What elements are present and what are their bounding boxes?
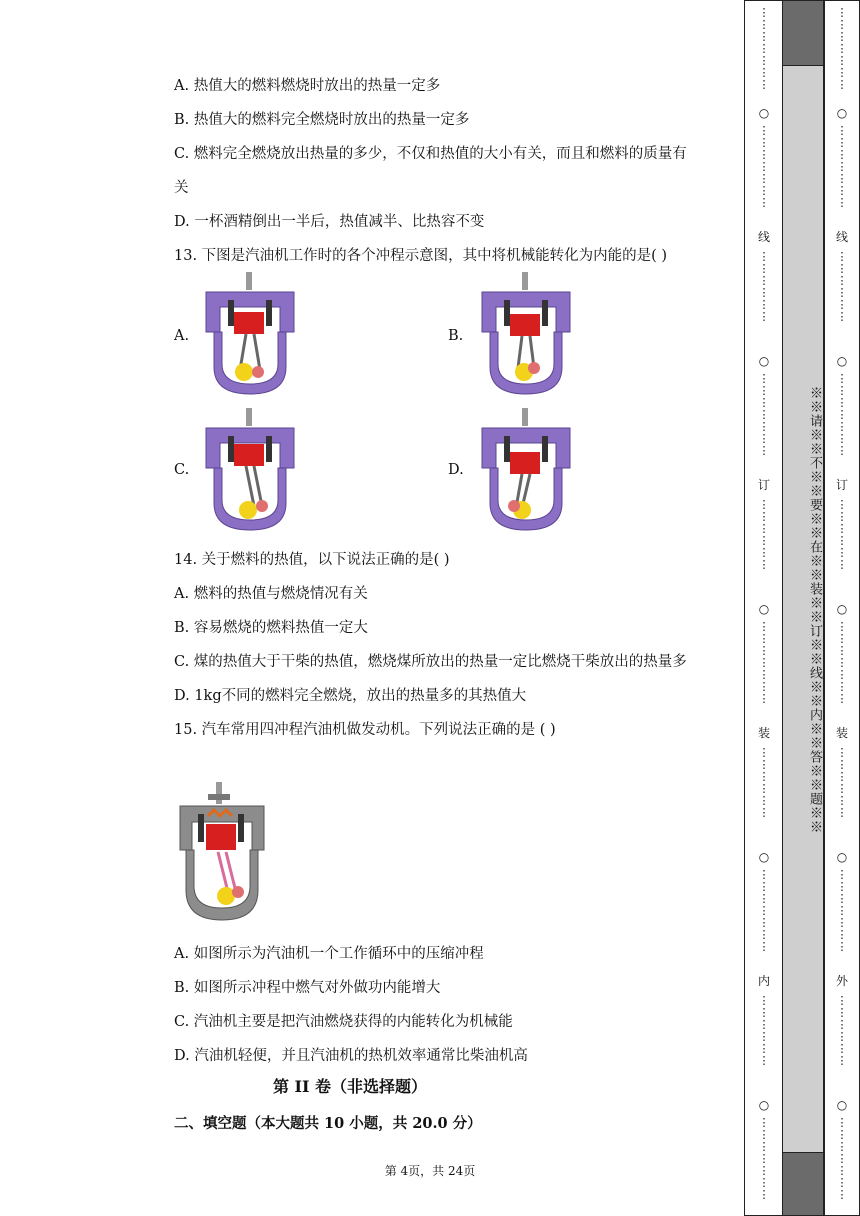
binding-char-line: 线	[757, 230, 770, 244]
binding-circle: ○	[758, 106, 770, 120]
binding-char-bind: 装	[757, 726, 770, 740]
q13-label-c: C.	[174, 462, 190, 478]
q14-option-b: B. 容易燃烧的燃料热值一定大	[174, 620, 368, 636]
q12-option-c-cont: 关	[174, 180, 189, 196]
q13-stem: 13. 下图是汽油机工作时的各个冲程示意图，其中将机械能转化为内能的是( )	[174, 248, 668, 264]
section-title: 第 II 卷（非选择题）	[272, 1077, 428, 1096]
binding-char-order: 订	[757, 478, 770, 492]
binding-inner-column: ⋮ ⋮ ⋮ ⋮ ⋮ ⋮ ⋮ ○ ⋮ ⋮ ⋮ ⋮ ⋮ ⋮ ⋮ 线 ⋮ ⋮ ⋮ ⋮ ⋮ ⋮ ○ ⋮ ⋮ ⋮ ⋮ ⋮ ⋮ ⋮ 订 ⋮ ⋮ ⋮ ⋮ ⋮ ⋮ ○ ⋮ ⋮ ⋮ ⋮ ⋮ ⋮ ⋮ 装 ⋮ ⋮ ⋮ ⋮ ⋮ ⋮ ○ ⋮ ⋮ ⋮ ⋮ ⋮ ⋮ ⋮ 内 ⋮ ⋮ ⋮ ⋮ ⋮ ⋮ ○ ⋮ ⋮ ⋮ ⋮ ⋮ ⋮ ⋮	[744, 0, 784, 1216]
q12-option-c: C. 燃料完全燃烧放出热量的多少，不仅和热值的大小有关，而且和燃料的质量有	[174, 146, 687, 162]
q13-label-a: A.	[174, 328, 190, 344]
q14-option-a: A. 燃料的热值与燃烧情况有关	[174, 586, 368, 602]
binding-circle: ○	[836, 354, 848, 368]
binding-circle: ○	[836, 1098, 848, 1112]
q14-option-c: C. 煤的热值大于干柴的热值，燃烧煤所放出的热量一定比燃烧干柴放出的热量多	[174, 654, 687, 670]
binding-char-bind: 装	[835, 726, 848, 740]
q15-option-b: B. 如图所示冲程中燃气对外做功内能增大	[174, 980, 441, 996]
q15-option-d: D. 汽油机轻便，并且汽油机的热机效率通常比柴油机高	[174, 1048, 528, 1064]
q13-label-b: B.	[448, 328, 464, 344]
engine-diagram-b	[476, 272, 576, 402]
engine-diagram-d	[476, 408, 576, 538]
q13-label-d: D.	[448, 462, 464, 478]
binding-dark-block-bottom	[782, 1152, 824, 1216]
q12-option-b: B. 热值大的燃料完全燃烧时放出的热量一定多	[174, 112, 470, 128]
binding-circle: ○	[758, 1098, 770, 1112]
section-subtitle: 二、填空题（本大题共 10 小题，共 20.0 分）	[174, 1115, 482, 1132]
binding-outer-column: ⋮ ⋮ ⋮ ⋮ ⋮ ⋮ ⋮ ○ ⋮ ⋮ ⋮ ⋮ ⋮ ⋮ ⋮ 线 ⋮ ⋮ ⋮ ⋮ ⋮ ⋮ ○ ⋮ ⋮ ⋮ ⋮ ⋮ ⋮ ⋮ 订 ⋮ ⋮ ⋮ ⋮ ⋮ ⋮ ○ ⋮ ⋮ ⋮ ⋮ ⋮ ⋮ ⋮ 装 ⋮ ⋮ ⋮ ⋮ ⋮ ⋮ ○ ⋮ ⋮ ⋮ ⋮ ⋮ ⋮ ⋮ 外 ⋮ ⋮ ⋮ ⋮ ⋮ ⋮ ○ ⋮ ⋮ ⋮ ⋮ ⋮ ⋮ ⋮	[824, 0, 860, 1216]
page-footer: 第 4页，共 24页	[384, 1164, 476, 1178]
binding-note: ※※请※※不※※要※※在※※装※※订※※线※※内※※答※※题※※	[807, 386, 822, 834]
engine-diagram-a	[200, 272, 300, 402]
q15-option-a: A. 如图所示为汽油机一个工作循环中的压缩冲程	[174, 946, 484, 962]
q15-stem: 15. 汽车常用四冲程汽油机做发动机。下列说法正确的是 ( )	[174, 722, 556, 738]
q12-option-d: D. 一杯酒精倒出一半后，热值减半、比热容不变	[174, 214, 485, 230]
binding-circle: ○	[836, 106, 848, 120]
binding-char-order: 订	[835, 478, 848, 492]
q14-stem: 14. 关于燃料的热值，以下说法正确的是( )	[174, 552, 450, 568]
binding-char-line: 线	[835, 230, 848, 244]
binding-dark-block-top	[782, 0, 824, 66]
q14-option-d: D. 1kg不同的燃料完全燃烧，放出的热量多的其热值大	[174, 688, 527, 704]
binding-circle: ○	[836, 850, 848, 864]
binding-circle: ○	[836, 602, 848, 616]
q15-option-c: C. 汽油机主要是把汽油燃烧获得的内能转化为机械能	[174, 1014, 513, 1030]
binding-circle: ○	[758, 354, 770, 368]
binding-char-inner: 内	[757, 974, 770, 988]
binding-char-outer: 外	[835, 974, 848, 988]
binding-circle: ○	[758, 602, 770, 616]
engine-diagram-q15	[176, 782, 268, 926]
engine-diagram-c	[200, 408, 300, 538]
binding-circle: ○	[758, 850, 770, 864]
q12-option-a: A. 热值大的燃料燃烧时放出的热量一定多	[174, 78, 441, 94]
